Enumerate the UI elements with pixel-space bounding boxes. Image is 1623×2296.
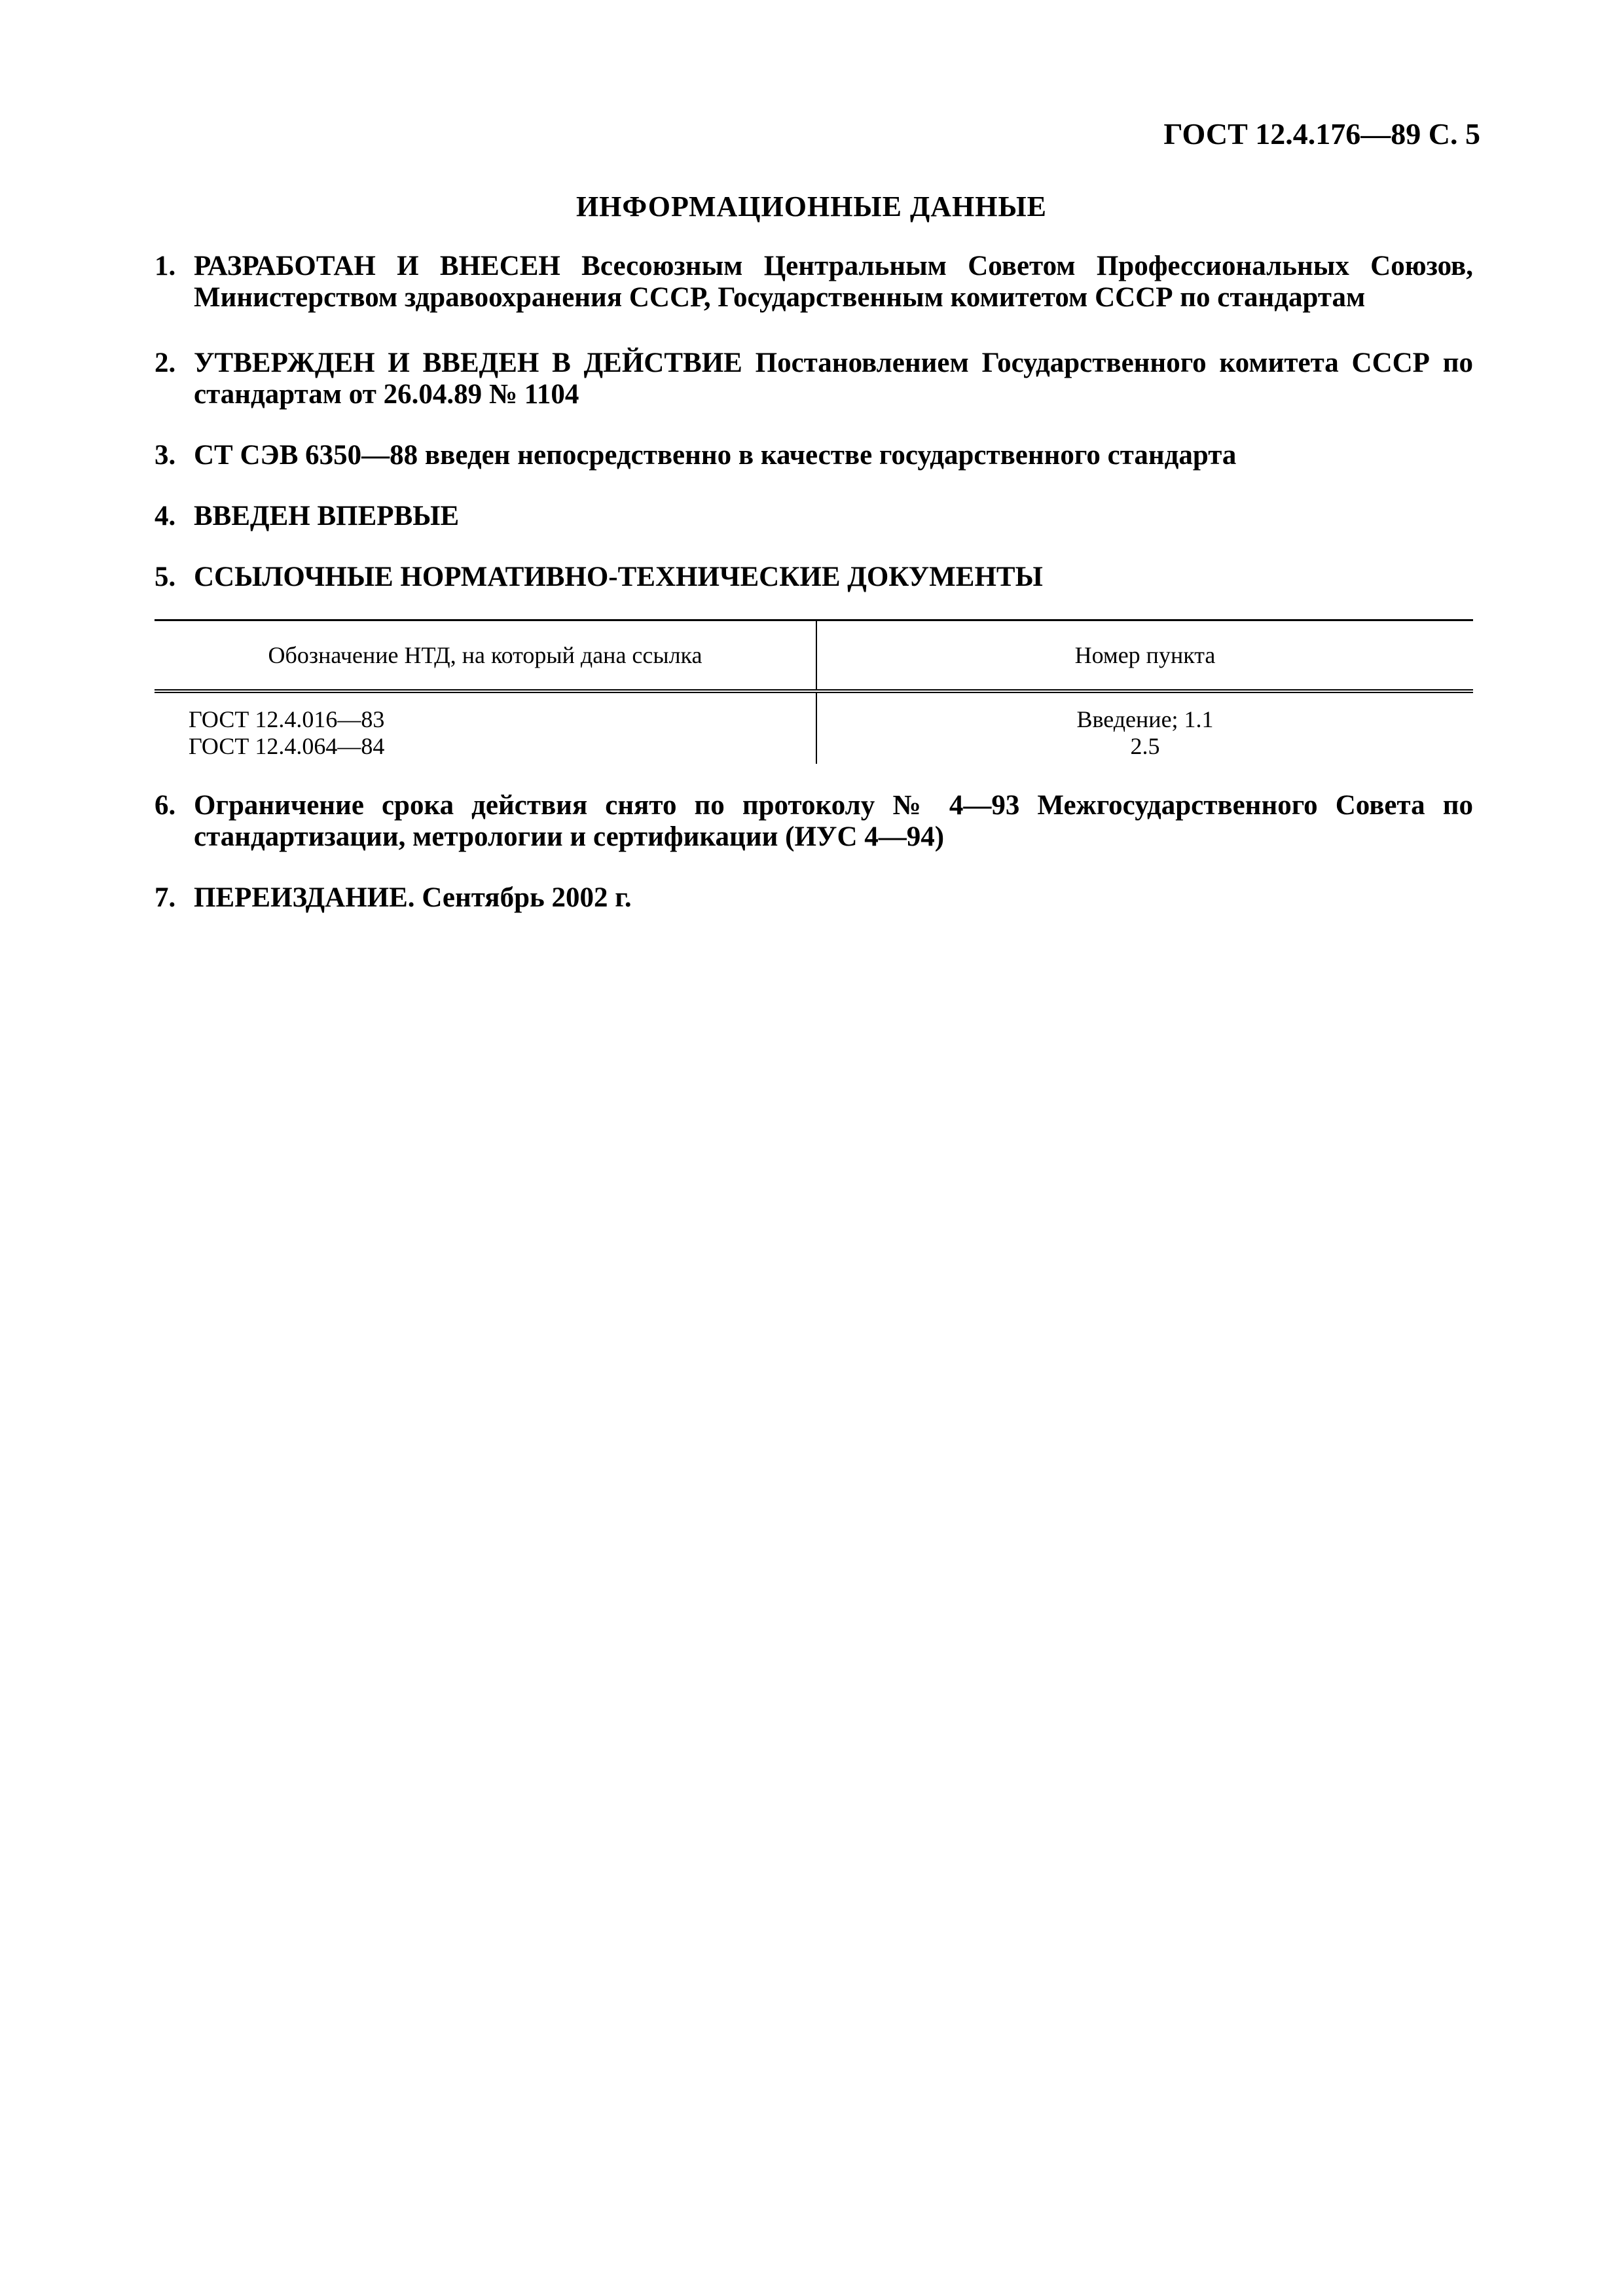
item-text: Ограничение срока действия снято по протоколу № 4—93 Межгосударственного Совета по стандартизации, метрологии и сертификации (ИУС 4—94) (194, 790, 1473, 852)
document-designation: ГОСТ 12.4.064—84 (189, 733, 385, 759)
item-number: 2. (155, 348, 176, 378)
item-lead: ПЕРЕИЗДАНИЕ. (194, 882, 422, 913)
column-header-document: Обозначение НТД, на который дана ссылка (155, 620, 816, 692)
reference-documents-table (155, 619, 1473, 764)
item-lead: УТВЕРЖДЕН И ВВЕДЕН В ДЕЙСТВИЕ (194, 348, 756, 378)
info-item-3 (155, 440, 1473, 471)
reference-table-container (155, 619, 1473, 764)
item-lead: РАЗРАБОТАН И ВНЕСЕН (194, 251, 582, 281)
clause-number: 2.5 (1130, 733, 1160, 759)
item-number: 6. (155, 790, 176, 821)
document-cell (155, 691, 816, 764)
item-number: 3. (155, 440, 176, 471)
info-item-1 (155, 251, 1473, 314)
info-items-list (155, 251, 1473, 914)
info-item-7 (155, 882, 1473, 914)
document-title: ИНФОРМАЦИОННЫЕ ДАННЫЕ (575, 190, 1048, 223)
clause-number: Введение; 1.1 (1076, 706, 1214, 732)
info-item-5 (155, 562, 1473, 593)
column-header-clause: Номер пункта (816, 620, 1473, 692)
item-number: 7. (155, 882, 176, 913)
item-text: Постановлением Государственного комитета СССР по стандартам от 26.04.89 № 1104 (194, 348, 1474, 410)
info-item-2 (155, 348, 1473, 410)
item-lead: ВВЕДЕН ВПЕРВЫЕ (194, 501, 460, 531)
table-header-row (155, 620, 1473, 692)
info-item-4 (155, 501, 1473, 532)
item-text: Сентябрь 2002 г. (422, 882, 632, 913)
table-row (155, 691, 1473, 764)
info-item-6 (155, 790, 1473, 853)
running-head: ГОСТ 12.4.176—89 С. 5 (1163, 117, 1480, 151)
item-text: СТ СЭВ 6350—88 введен непосредственно в качестве государственного стандарта (194, 440, 1237, 471)
item-number: 1. (155, 251, 176, 281)
item-number: 4. (155, 501, 176, 531)
clause-cell (816, 691, 1473, 764)
item-lead: ССЫЛОЧНЫЕ НОРМАТИВНО-ТЕХНИЧЕСКИЕ ДОКУМЕНТЫ (194, 562, 1043, 592)
item-text: Всесоюзным Центральным Советом Профессиональных Союзов, Министерством здравоохранения СССР, Государственным комитетом СССР по стандартам (194, 251, 1473, 313)
document-designation: ГОСТ 12.4.016—83 (189, 706, 385, 732)
item-number: 5. (155, 562, 176, 592)
